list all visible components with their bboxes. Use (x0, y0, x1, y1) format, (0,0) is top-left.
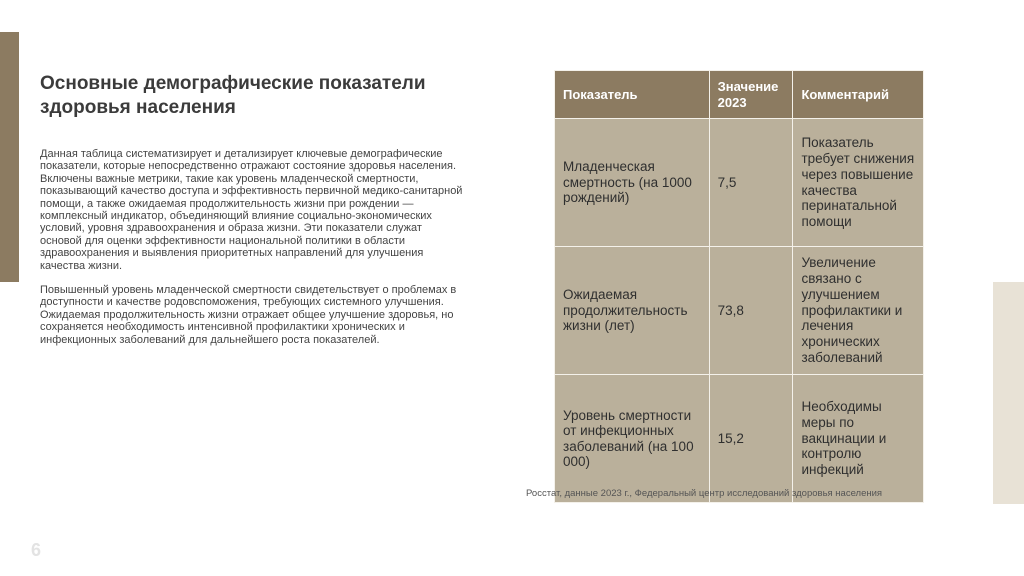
row-value: 73,8 (709, 247, 793, 375)
header-value: Значение 2023 (709, 71, 793, 119)
table-row (555, 247, 924, 375)
page-number: 6 (31, 540, 42, 560)
left-accent-bar (0, 32, 19, 282)
table-row (555, 375, 924, 503)
row-indicator: Младенческая смертность (на 1000 рождений) (555, 119, 710, 247)
right-accent-bar (993, 282, 1024, 504)
row-comment: Увеличение связано с улучшением профилактики и лечения хронических заболеваний (793, 247, 924, 375)
row-comment: Показатель требует снижения через повышение качества перинатальной помощи (793, 119, 924, 247)
header-indicator: Показатель (555, 71, 710, 119)
description-text (40, 148, 465, 346)
source-note: Росстат, данные 2023 г., Федеральный центр исследований здоровья населения (526, 488, 883, 499)
header-comment: Комментарий (793, 71, 924, 119)
row-value: 7,5 (709, 119, 793, 247)
row-comment: Необходимы меры по вакцинации и контролю инфекций (793, 375, 924, 503)
table-row (555, 119, 924, 247)
row-value: 15,2 (709, 375, 793, 503)
slide-title: Основные демографические показатели здоровья населения (40, 73, 426, 118)
description-paragraph-1: Данная таблица систематизирует и детализирует ключевые демографические показатели, которые непосредственно отражают состояние здоровья населения. Включены важные метрики, такие как уровень младенческой смертности, показывающий качество доступа и эффективность первичной медико-санитарной помощи, а также ожидаемая продолжительность жизни при рождении — комплексный индикатор, объединяющий влияние социально-экономических условий, уровня здравоохранения и образа жизни. Эти показатели служат основой для оценки эффективности национальной политики в области здравоохранения и выявления приоритетных направлений для улучшения качества жизни. (40, 148, 463, 272)
description-paragraph-2: Повышенный уровень младенческой смертности свидетельствует о проблемах в доступности и качестве родовспоможения, требующих системного улучшения. Ожидаемая продолжительность жизни отражает общее улучшение здоровья, но сохраняется необходимость интенсивной профилактики хронических и инфекционных заболеваний для дальнейшего роста показателей. (40, 284, 457, 346)
table-header-row (555, 71, 924, 119)
row-indicator: Уровень смертности от инфекционных заболеваний (на 100 000) (555, 375, 710, 503)
indicators-table (554, 70, 924, 503)
row-indicator: Ожидаемая продолжительность жизни (лет) (555, 247, 710, 375)
